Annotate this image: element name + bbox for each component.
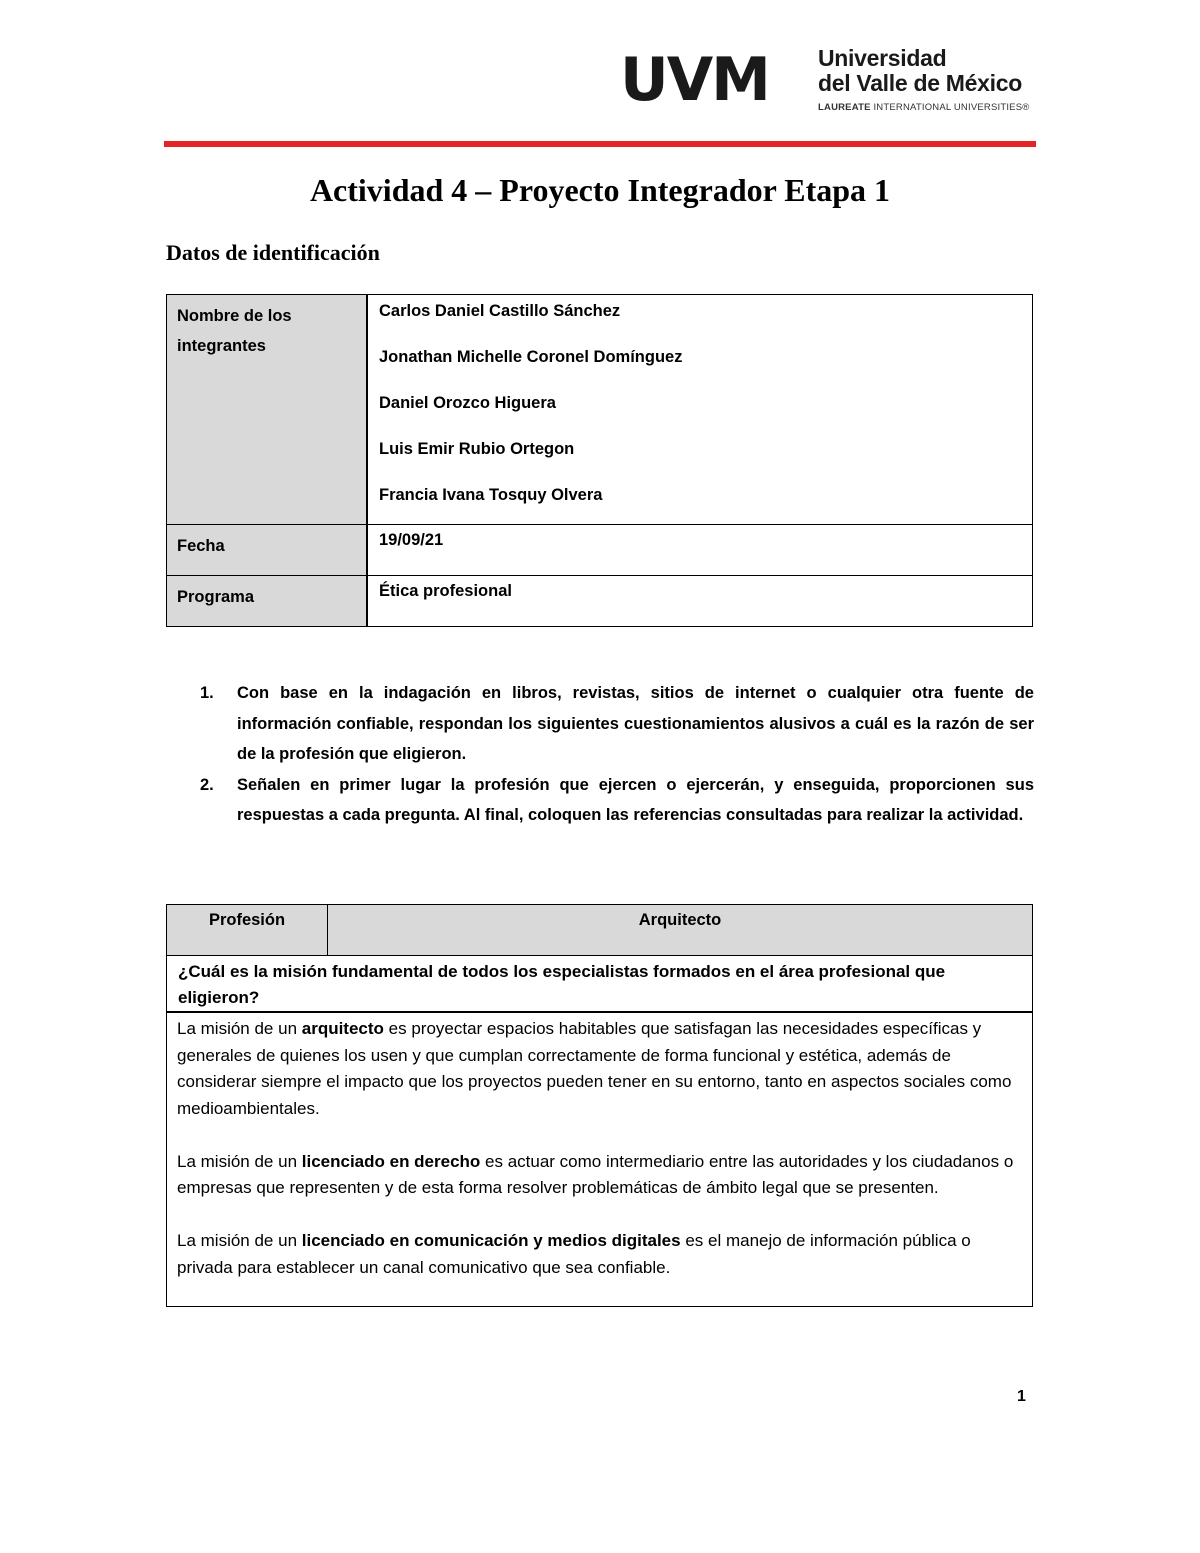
answer-emphasis: licenciado en comunicación y medios digitales (301, 1231, 681, 1250)
answer-paragraph (177, 1149, 1021, 1202)
member-name: Francia Ivana Tosquy Olvera (379, 486, 603, 504)
logo-name-line2: del Valle de México (818, 70, 1022, 96)
answer-paragraph (177, 1016, 1021, 1122)
date-value: 19/09/21 (367, 525, 1033, 576)
identification-table (166, 294, 1033, 627)
logo-university-name (818, 46, 1022, 96)
logo-tagline (818, 102, 1029, 113)
question-text: ¿Cuál es la misión fundamental de todos los especialistas formados en el área profesional que eligieron? (167, 956, 1033, 1013)
answer-text: La misión de un (177, 1231, 302, 1250)
instruction-item (200, 770, 1034, 831)
member-name: Carlos Daniel Castillo Sánchez (379, 302, 621, 320)
member-name: Luis Emir Rubio Ortegon (379, 440, 575, 458)
instruction-number: 2. (200, 775, 214, 794)
logo-tag-bold: LAUREATE (818, 102, 871, 113)
logo-name-line1: Universidad (818, 45, 947, 71)
question-row (167, 956, 1033, 1013)
members-list (367, 295, 1033, 525)
instructions-list (200, 678, 1034, 831)
profession-label: Profesión (167, 905, 328, 956)
program-value: Ética profesional (367, 576, 1033, 627)
date-row (167, 525, 1033, 576)
member-name: Daniel Orozco Higuera (379, 394, 556, 412)
date-label: Fecha (167, 525, 368, 576)
profession-header-row (167, 905, 1033, 956)
logo-mark: UVM (620, 45, 769, 115)
member-name: Jonathan Michelle Coronel Domínguez (379, 348, 683, 366)
instruction-text: Señalen en primer lugar la profesión que ejercen o ejercerán, y enseguida, proporcionen sus respuestas a cada pregunta. Al final, coloquen las referencias consultadas para realizar la actividad. (237, 775, 1034, 824)
instruction-text: Con base en la indagación en libros, revistas, sitios de internet o cualquier otra fuente de información confiable, respondan los siguientes cuestionamientos alusivos a cuál es la razón de ser de la profesión que eligieron. (237, 684, 1034, 763)
answer-row (167, 1012, 1033, 1307)
profession-value: Arquitecto (328, 905, 1033, 956)
answer-emphasis: arquitecto (301, 1019, 384, 1038)
answer-emphasis: licenciado en derecho (301, 1151, 481, 1171)
answer-text: La misión de un (177, 1151, 302, 1171)
answer-cell (167, 1012, 1033, 1307)
document-title: Actividad 4 – Proyecto Integrador Etapa 1 (309, 172, 891, 208)
profession-table (166, 904, 1033, 1307)
program-row (167, 576, 1033, 627)
program-label: Programa (167, 576, 368, 627)
answer-paragraph (177, 1228, 1021, 1281)
answer-text: es actuar como intermediario entre las autoridades y los ciudadanos o empresas que representen y de esta forma resolver problemáticas de ámbito legal que se presenten. (177, 1151, 1014, 1197)
header-divider (164, 141, 1036, 147)
answer-text: es el manejo de información pública o privada para establecer un canal comunicativo que sea confiable. (177, 1231, 971, 1277)
members-row (167, 295, 1033, 525)
university-logo (620, 46, 1040, 126)
page-number: 1 (1017, 1388, 1026, 1405)
answer-text: es proyectar espacios habitables que satisfagan las necesidades específicas y generales de quienes los usen y que cumplan correctamente de forma funcional y estética, además de considerar siempre el impacto que los proyectos pueden tener en su entorno, tanto en aspectos sociales como medioambientales. (177, 1019, 1012, 1118)
members-label: Nombre de los integrantes (167, 295, 368, 525)
logo-tag-rest: INTERNATIONAL UNIVERSITIES® (870, 102, 1030, 113)
answer-text: La misión de un (177, 1019, 302, 1038)
instruction-number: 1. (200, 684, 214, 702)
section-subtitle: Datos de identificación (166, 240, 380, 265)
instruction-item (200, 678, 1034, 770)
